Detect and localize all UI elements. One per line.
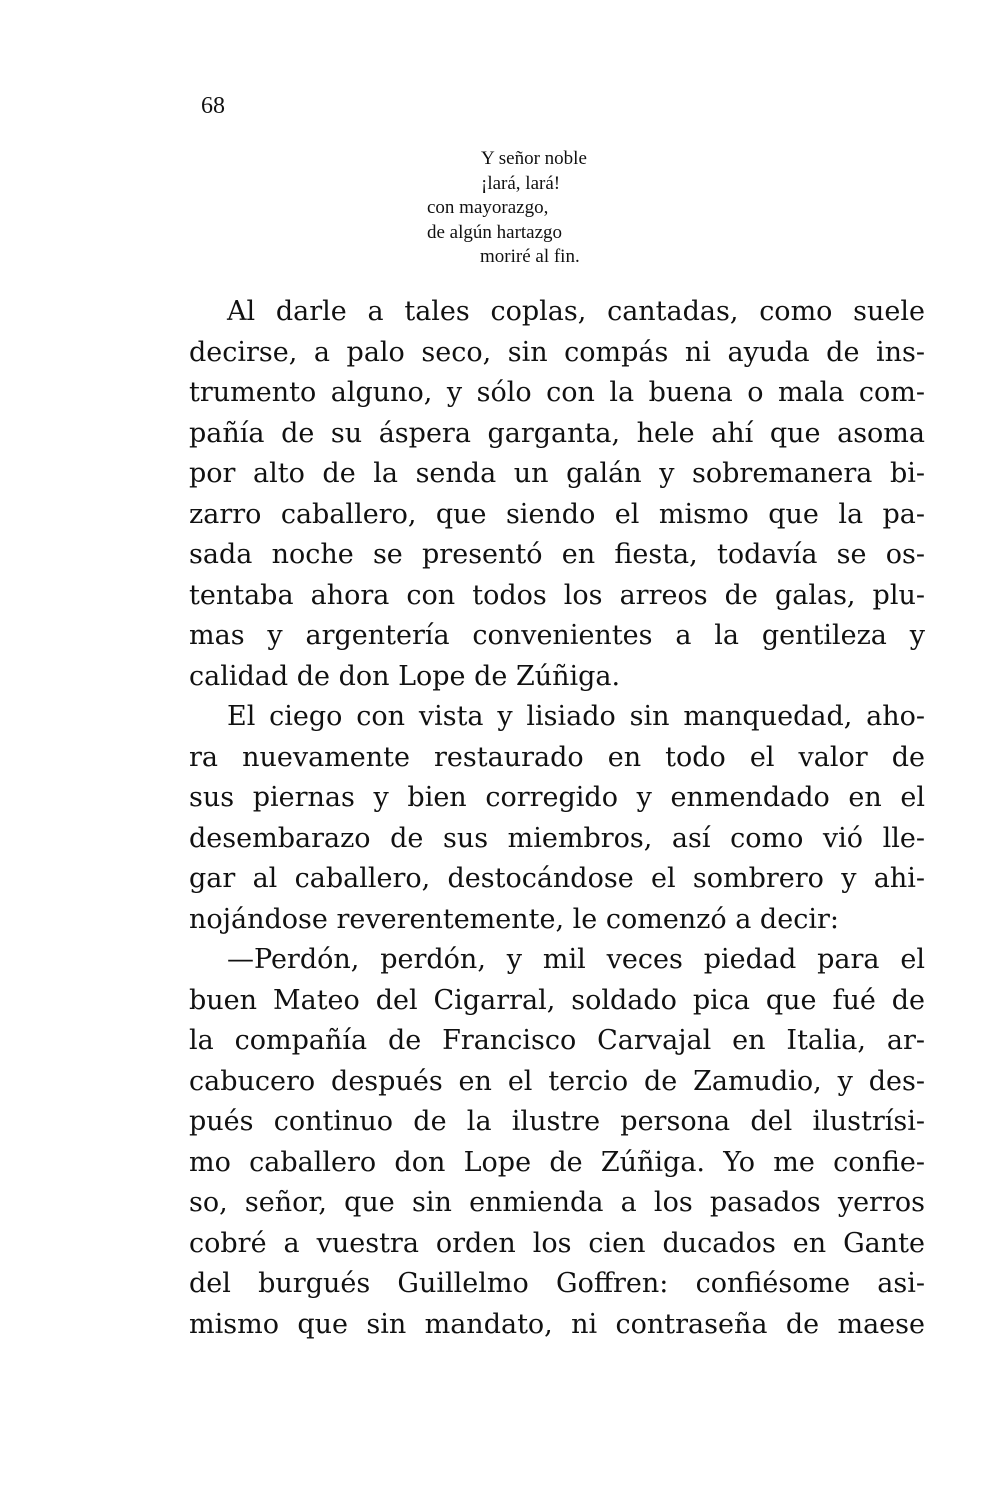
verse-line: con mayorazgo, xyxy=(427,197,549,218)
paragraph xyxy=(189,292,925,697)
body-text xyxy=(189,292,925,1345)
text-line: zarro caballero, que siendo el mismo que la pa- xyxy=(189,498,925,530)
text-line: desembarazo de sus miembros, así como vió lle- xyxy=(189,822,925,854)
page-number: 68 xyxy=(201,93,225,119)
text-line: del burgués Guillelmo Goffren: confiésome asi- xyxy=(189,1268,925,1299)
text-line: cabucero después en el tercio de Zamudio, y des- xyxy=(189,1065,925,1097)
verse-line: de algún hartazgo xyxy=(427,221,563,243)
text-line: la compañía de Francisco Carvajal en Italia, ar- xyxy=(189,1025,925,1056)
text-line: so, señor, que sin enmienda a los pasados yerros xyxy=(189,1187,925,1218)
text-line: mas y argentería convenientes a la gentileza y xyxy=(189,620,925,651)
text-line: trumento alguno, y sólo con la buena o mala com- xyxy=(189,377,925,408)
paragraph xyxy=(189,940,925,1345)
text-line: gar al caballero, destocándose el sombrero y ahi- xyxy=(189,863,925,894)
text-line: nojándose reverentemente, le comenzó a decir: xyxy=(189,903,839,935)
text-line: mismo que sin mandato, ni contraseña de maese xyxy=(189,1308,925,1340)
text-line: sus piernas y bien corregido y enmendado en el xyxy=(189,782,925,813)
verse-line: ¡lará, lará! xyxy=(481,172,561,194)
text-line: calidad de don Lope de Zúñiga. xyxy=(189,660,621,692)
text-line: ra nuevamente restaurado en todo el valor de xyxy=(189,741,925,773)
verse-line: moriré al fin. xyxy=(480,246,580,267)
text-line: —Perdón, perdón, y mil veces piedad para el xyxy=(227,944,925,975)
paragraph xyxy=(189,697,925,940)
text-line: por alto de la senda un galán y sobremanera bi- xyxy=(189,458,925,489)
text-line: decirse, a palo seco, sin compás ni ayuda de ins- xyxy=(189,336,925,368)
text-line: sada noche se presentó en fiesta, todavía se os- xyxy=(189,539,925,570)
text-line: pañía de su áspera garganta, hele ahí que asoma xyxy=(189,417,925,449)
text-line: pués continuo de la ilustre persona del ilustrísi- xyxy=(189,1106,925,1137)
text-line: cobré a vuestra orden los cien ducados en Gante xyxy=(189,1227,925,1259)
text-line: mo caballero don Lope de Zúñiga. Yo me confie- xyxy=(189,1146,925,1178)
verse-line: Y señor noble xyxy=(481,148,587,169)
text-line: tentaba ahora con todos los arreos de galas, plu- xyxy=(189,579,925,611)
text-line: El ciego con vista y lisiado sin manquedad, aho- xyxy=(227,701,925,732)
text-line: Al darle a tales coplas, cantadas, como suele xyxy=(227,296,925,327)
text-line: buen Mateo del Cigarral, soldado pica que fué de xyxy=(189,984,925,1016)
